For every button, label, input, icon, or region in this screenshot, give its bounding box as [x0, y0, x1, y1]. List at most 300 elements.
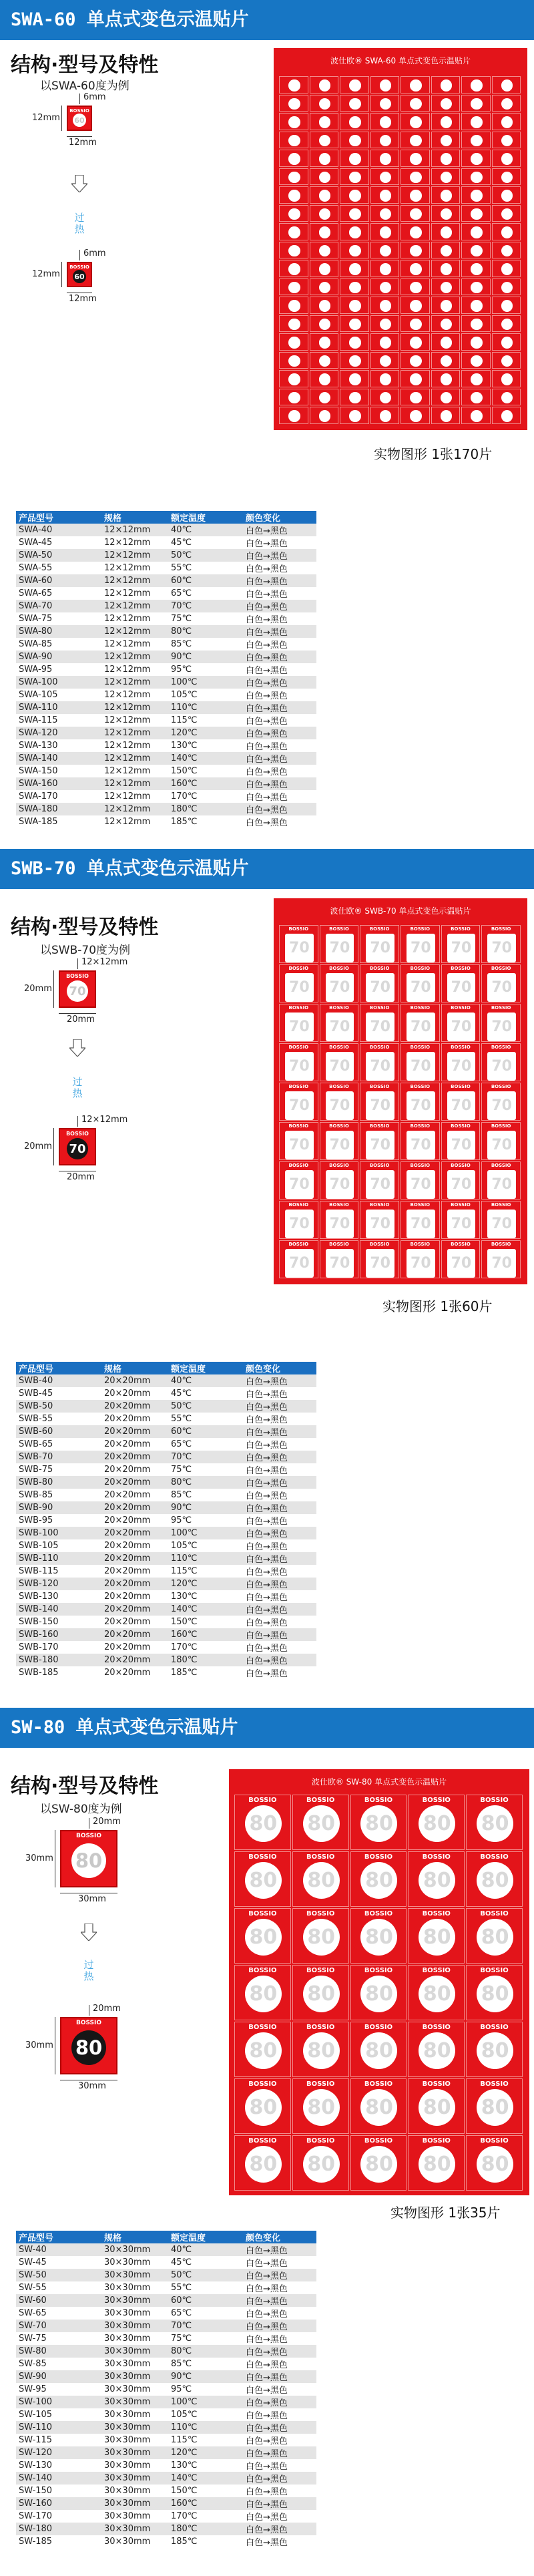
- cell-brand: BOSSIO: [329, 1084, 349, 1089]
- table-cell: 20×20mm: [101, 1425, 168, 1438]
- cell-dot: 70: [366, 1013, 394, 1041]
- table-row: [16, 1578, 316, 1590]
- table-cell: 白色→黑色: [243, 1400, 316, 1413]
- cell-dot: [380, 355, 392, 367]
- cell-brand: BOSSIO: [364, 1797, 393, 1804]
- table-cell: SWB-185: [16, 1666, 101, 1679]
- cell-dot: [288, 410, 300, 422]
- cell-dot: [349, 245, 361, 257]
- table-cell: SW-40: [16, 2243, 101, 2256]
- table-cell: 50℃: [168, 1400, 243, 1413]
- cell-brand: BOSSIO: [329, 1123, 349, 1129]
- sheet-cell: [431, 132, 461, 149]
- table-cell: 白色→黑色: [243, 1578, 316, 1590]
- down-arrow-icon: [71, 175, 87, 192]
- sheet-cell: [340, 315, 369, 333]
- table-row: [16, 2510, 316, 2523]
- cell-dot: 80: [245, 2146, 282, 2183]
- table-cell: 40℃: [168, 1374, 243, 1387]
- sheet-cell: [400, 279, 430, 296]
- example-note: 以SWA-60度为例: [40, 79, 129, 93]
- sheet-cell: [400, 132, 430, 149]
- table-row: [16, 1654, 316, 1666]
- photo-caption: 实物图形 1张35片: [390, 2205, 501, 2221]
- sheet-cell: [292, 2022, 349, 2077]
- sheet-cell: [360, 1161, 399, 1200]
- sheet-cell: [340, 407, 369, 424]
- sheet-cell: [466, 2135, 523, 2191]
- table-cell: SW-45: [16, 2256, 101, 2269]
- sheet-cell: [461, 242, 491, 259]
- table-cell: 160℃: [168, 2497, 243, 2510]
- table-cell: SWA-110: [16, 701, 101, 714]
- sheet-cell: [431, 205, 461, 222]
- table-cell: 白色→黑色: [243, 2269, 316, 2281]
- cell-dot: [471, 153, 483, 165]
- before-spec-sticker: [59, 970, 96, 1008]
- cell-dot: 80: [303, 1862, 340, 1899]
- cell-brand: BOSSIO: [410, 1123, 431, 1129]
- table-cell: 白色→黑色: [243, 600, 316, 612]
- sheet-cell: [279, 407, 308, 424]
- sheet-cell: [481, 1122, 521, 1160]
- table-cell: 12×12mm: [101, 752, 168, 765]
- sheet-cell: [310, 315, 339, 333]
- table-cell: 白色→黑色: [243, 1616, 316, 1628]
- column-header: 产品型号: [16, 1362, 101, 1374]
- table-row: [16, 2485, 316, 2497]
- cell-dot: [319, 135, 331, 147]
- table-cell: SWB-70: [16, 1451, 101, 1463]
- table-header-row: [16, 1362, 316, 1374]
- sheet-cell: [310, 186, 339, 204]
- cell-dot: [380, 245, 392, 257]
- indicator-dot: 70: [67, 1138, 88, 1159]
- table-row: [16, 790, 316, 803]
- cell-dot: [501, 116, 513, 128]
- width-dim-label: 20mm: [67, 1015, 95, 1025]
- cell-dot: 70: [407, 1091, 435, 1120]
- cell-dot: 80: [419, 1919, 455, 1956]
- table-cell: 白色→黑色: [243, 790, 316, 803]
- table-row: [16, 714, 316, 727]
- table-cell: 50℃: [168, 2269, 243, 2281]
- sheet-cell: [370, 297, 400, 314]
- table-cell: SW-60: [16, 2294, 101, 2307]
- cell-dot: 70: [407, 1131, 435, 1159]
- sheet-cell: [461, 76, 491, 94]
- cell-dot: [471, 172, 483, 184]
- table-cell: 95℃: [168, 2383, 243, 2396]
- sheet-cell: [279, 297, 308, 314]
- sheet-cell: [370, 186, 400, 204]
- cell-dot: 80: [245, 2089, 282, 2126]
- cell-dot: 70: [366, 1249, 394, 1278]
- sheet-cell: [481, 1201, 521, 1239]
- sticker-brand: BOSSIO: [69, 108, 89, 114]
- cell-brand: BOSSIO: [480, 2080, 509, 2088]
- table-cell: 30×30mm: [101, 2256, 168, 2269]
- cell-dot: [349, 135, 361, 147]
- table-cell: 40℃: [168, 524, 243, 536]
- cell-brand: BOSSIO: [369, 1163, 390, 1168]
- table-cell: SW-90: [16, 2370, 101, 2383]
- photo-caption: 实物图形 1张170片: [374, 446, 493, 462]
- sheet-cell: [481, 1004, 521, 1042]
- table-row: [16, 2446, 316, 2459]
- cell-brand: BOSSIO: [480, 1797, 509, 1804]
- cell-dot: 70: [447, 1170, 476, 1199]
- table-cell: 20×20mm: [101, 1654, 168, 1666]
- cell-dot: 80: [360, 1862, 397, 1899]
- cell-dot: [349, 208, 361, 220]
- cell-dot: [380, 98, 392, 110]
- table-cell: 100℃: [168, 676, 243, 689]
- sheet-cell: [408, 1795, 465, 1850]
- table-cell: SWB-160: [16, 1628, 101, 1641]
- cell-dot: [319, 300, 331, 312]
- cell-dot: [288, 208, 300, 220]
- cell-dot: [471, 226, 483, 238]
- table-row: [16, 2243, 316, 2256]
- sheet-cell: [481, 925, 521, 963]
- table-row: [16, 638, 316, 651]
- height-dim-label: 20mm: [24, 984, 52, 994]
- after-spec-sticker: [60, 2017, 117, 2074]
- table-cell: 20×20mm: [101, 1603, 168, 1616]
- sheet-cell: [431, 352, 461, 369]
- table-cell: 75℃: [168, 2332, 243, 2345]
- table-row: [16, 1539, 316, 1552]
- cell-dot: [349, 410, 361, 422]
- sheet-cell: [431, 76, 461, 94]
- cell-dot: [501, 319, 513, 331]
- sheet-cell: [350, 1908, 407, 1964]
- column-header: 产品型号: [16, 511, 101, 524]
- sheet-cell: [492, 297, 521, 314]
- sheet-cell: [400, 407, 430, 424]
- table-cell: 180℃: [168, 1654, 243, 1666]
- cell-dot: 80: [419, 1805, 455, 1842]
- table-row: [16, 2472, 316, 2485]
- sheet-cell: [292, 2078, 349, 2134]
- cell-dot: [319, 319, 331, 331]
- table-row: [16, 651, 316, 663]
- cell-dot: [319, 337, 331, 349]
- table-cell: SWA-120: [16, 727, 101, 739]
- table-cell: 白色→黑色: [243, 587, 316, 600]
- sheet-cell: [492, 315, 521, 333]
- cell-brand: BOSSIO: [306, 2137, 335, 2145]
- sheet-cell: [481, 1083, 521, 1121]
- table-cell: 80℃: [168, 1476, 243, 1489]
- table-row: [16, 1565, 316, 1578]
- table-cell: 12×12mm: [101, 549, 168, 562]
- sheet-cell: [370, 150, 400, 167]
- sheet-cell: [431, 297, 461, 314]
- cell-dot: 80: [477, 1805, 513, 1842]
- spec-table: [16, 511, 316, 828]
- cell-dot: 80: [360, 2146, 397, 2183]
- cell-dot: [410, 190, 422, 202]
- cell-brand: BOSSIO: [248, 2080, 277, 2088]
- cell-brand: BOSSIO: [288, 1163, 309, 1168]
- sheet-cell: [310, 352, 339, 369]
- column-header: 颜色变化: [243, 1362, 316, 1374]
- cell-dot: [471, 355, 483, 367]
- table-cell: SW-170: [16, 2510, 101, 2523]
- indicator-dot: 80: [71, 1843, 106, 1878]
- sheet-cell: [310, 150, 339, 167]
- cell-dot: [471, 282, 483, 294]
- sheet-cell: [310, 132, 339, 149]
- cell-dot: 70: [487, 973, 516, 1002]
- cell-dot: 70: [285, 934, 314, 962]
- sheet-cell: [431, 370, 461, 387]
- sheet-cell: [360, 1043, 399, 1081]
- sheet-cell: [400, 1240, 440, 1278]
- cell-brand: BOSSIO: [288, 1005, 309, 1010]
- table-cell: 12×12mm: [101, 739, 168, 752]
- table-row: [16, 1413, 316, 1425]
- width-dim-label: 12mm: [69, 294, 97, 304]
- table-cell: 30×30mm: [101, 2383, 168, 2396]
- cell-dot: [319, 116, 331, 128]
- cell-brand: BOSSIO: [410, 1045, 431, 1050]
- table-cell: 白色→黑色: [243, 2535, 316, 2548]
- sheet-cell: [370, 260, 400, 277]
- cell-dot: 70: [487, 1249, 516, 1278]
- table-cell: SWA-85: [16, 638, 101, 651]
- cell-dot: [410, 98, 422, 110]
- cell-dot: 70: [487, 934, 516, 962]
- cell-dot: [410, 79, 422, 91]
- table-cell: 30×30mm: [101, 2459, 168, 2472]
- table-cell: 115℃: [168, 2434, 243, 2446]
- cell-dot: 70: [407, 1249, 435, 1278]
- table-row: [16, 2421, 316, 2434]
- table-cell: SWA-70: [16, 600, 101, 612]
- table-row: [16, 2408, 316, 2421]
- sheet-cell: [370, 95, 400, 112]
- table-cell: 20×20mm: [101, 1463, 168, 1476]
- table-cell: 白色→黑色: [243, 651, 316, 663]
- cell-dot: [380, 337, 392, 349]
- table-cell: 12×12mm: [101, 765, 168, 777]
- table-cell: 160℃: [168, 1628, 243, 1641]
- table-cell: 170℃: [168, 2510, 243, 2523]
- table-cell: 30×30mm: [101, 2307, 168, 2320]
- sheet-cell: [279, 242, 308, 259]
- sheet-cell: [400, 223, 430, 240]
- table-cell: 75℃: [168, 1463, 243, 1476]
- table-cell: 20×20mm: [101, 1527, 168, 1539]
- before-spec-sticker: [67, 106, 92, 131]
- cell-dot: [410, 282, 422, 294]
- table-cell: 105℃: [168, 1539, 243, 1552]
- sheet-cell: [431, 242, 461, 259]
- table-cell: 30×30mm: [101, 2358, 168, 2370]
- table-cell: 20×20mm: [101, 1489, 168, 1501]
- table-cell: 白色→黑色: [243, 2345, 316, 2358]
- table-cell: 20×20mm: [101, 1514, 168, 1527]
- table-row: [16, 1451, 316, 1463]
- cell-brand: BOSSIO: [364, 1853, 393, 1861]
- table-cell: 105℃: [168, 689, 243, 701]
- sheet-cell: [400, 1004, 440, 1042]
- cell-dot: 80: [477, 1862, 513, 1899]
- cell-dot: [501, 392, 513, 404]
- sheet-cell: [279, 76, 308, 94]
- sheet-cell: [408, 1851, 465, 1907]
- sheet-cell: [234, 1795, 291, 1850]
- cell-dot: [380, 190, 392, 202]
- sheet-cell: [279, 352, 308, 369]
- sheet-cell: [292, 1795, 349, 1850]
- cell-dot: [410, 226, 422, 238]
- table-cell: SW-70: [16, 2320, 101, 2332]
- sheet-cell: [431, 333, 461, 351]
- indicator-dot: 60: [73, 114, 86, 127]
- cell-brand: BOSSIO: [410, 1163, 431, 1168]
- table-cell: 185℃: [168, 2535, 243, 2548]
- cell-brand: BOSSIO: [329, 1163, 349, 1168]
- table-cell: 20×20mm: [101, 1616, 168, 1628]
- table-cell: 白色→黑色: [243, 2358, 316, 2370]
- cell-brand: BOSSIO: [369, 1084, 390, 1089]
- heat-label: 过热: [74, 212, 85, 236]
- cell-dot: [441, 355, 453, 367]
- table-cell: 55℃: [168, 1413, 243, 1425]
- table-cell: 30×30mm: [101, 2396, 168, 2408]
- cell-dot: [471, 410, 483, 422]
- cell-dot: [380, 263, 392, 275]
- spec-table: [16, 1362, 316, 1679]
- cell-brand: BOSSIO: [451, 1242, 471, 1247]
- cell-brand: BOSSIO: [329, 1242, 349, 1247]
- cell-dot: [471, 116, 483, 128]
- table-row: [16, 689, 316, 701]
- cell-brand: BOSSIO: [422, 2080, 451, 2088]
- table-cell: 白色→黑色: [243, 2472, 316, 2485]
- sheet-cell: [279, 186, 308, 204]
- cell-dot: [441, 410, 453, 422]
- sticker-brand: BOSSIO: [66, 1131, 89, 1137]
- cell-dot: 80: [245, 1919, 282, 1956]
- sheet-cell: [431, 223, 461, 240]
- table-cell: 白色→黑色: [243, 1590, 316, 1603]
- table-cell: 110℃: [168, 2421, 243, 2434]
- table-cell: 30×30mm: [101, 2269, 168, 2281]
- cell-brand: BOSSIO: [491, 1084, 511, 1089]
- sheet-cell: [481, 1240, 521, 1278]
- sheet-cell: [400, 95, 430, 112]
- table-cell: 12×12mm: [101, 727, 168, 739]
- table-cell: 20×20mm: [101, 1451, 168, 1463]
- cell-dot: [380, 135, 392, 147]
- width-dim-label: 20mm: [67, 1172, 95, 1182]
- table-cell: 12×12mm: [101, 815, 168, 828]
- cell-dot: [471, 135, 483, 147]
- cell-brand: BOSSIO: [306, 1910, 335, 1917]
- table-cell: 白色→黑色: [243, 777, 316, 790]
- table-cell: 20×20mm: [101, 1374, 168, 1387]
- sheet-cell: [340, 205, 369, 222]
- cell-dot: [319, 226, 331, 238]
- table-row: [16, 2497, 316, 2510]
- cell-dot: [501, 98, 513, 110]
- dot-dim-label: 20mm: [93, 1817, 121, 1827]
- table-cell: 白色→黑色: [243, 815, 316, 828]
- cell-dot: [471, 337, 483, 349]
- cell-dot: [349, 300, 361, 312]
- table-cell: 30×30mm: [101, 2485, 168, 2497]
- sheet-cell: [466, 1795, 523, 1850]
- cell-dot: 70: [285, 1091, 314, 1120]
- sheet-cell: [350, 2135, 407, 2191]
- table-cell: SW-185: [16, 2535, 101, 2548]
- sheet-cell: [408, 1908, 465, 1964]
- table-cell: 12×12mm: [101, 600, 168, 612]
- table-row: [16, 2358, 316, 2370]
- table-row: [16, 1476, 316, 1489]
- sheet-cell: [370, 223, 400, 240]
- table-row: [16, 1425, 316, 1438]
- cell-brand: BOSSIO: [329, 1045, 349, 1050]
- section-title: 结构·型号及特性: [11, 53, 159, 77]
- table-cell: 20×20mm: [101, 1590, 168, 1603]
- table-cell: 30×30mm: [101, 2243, 168, 2256]
- cell-dot: 70: [447, 1013, 476, 1041]
- sheet-cell: [320, 964, 359, 1002]
- cell-dot: 70: [487, 1091, 516, 1120]
- section-title: 结构·型号及特性: [11, 916, 159, 939]
- cell-dot: [319, 282, 331, 294]
- cell-dot: 70: [366, 1052, 394, 1081]
- cell-dot: 80: [477, 1976, 513, 2012]
- table-cell: SWB-50: [16, 1400, 101, 1413]
- table-row: [16, 2269, 316, 2281]
- table-cell: 白色→黑色: [243, 739, 316, 752]
- table-cell: 白色→黑色: [243, 612, 316, 625]
- table-cell: SWA-50: [16, 549, 101, 562]
- table-cell: 12×12mm: [101, 689, 168, 701]
- sheet-cell: [279, 205, 308, 222]
- cell-dot: 80: [360, 2089, 397, 2126]
- cell-brand: BOSSIO: [491, 926, 511, 932]
- cell-dot: [410, 245, 422, 257]
- cell-dot: [441, 337, 453, 349]
- sheet-cell: [466, 1965, 523, 2020]
- sheet-cell: [400, 1201, 440, 1239]
- table-cell: SWA-130: [16, 739, 101, 752]
- cell-brand: BOSSIO: [306, 1797, 335, 1804]
- cell-dot: 70: [447, 1131, 476, 1159]
- sheet-cell: [461, 407, 491, 424]
- table-cell: 20×20mm: [101, 1578, 168, 1590]
- table-cell: SWA-170: [16, 790, 101, 803]
- table-row: [16, 1552, 316, 1565]
- sheet-cell: [292, 2135, 349, 2191]
- table-cell: SW-160: [16, 2497, 101, 2510]
- table-cell: 白色→黑色: [243, 562, 316, 574]
- sheet-cell: [310, 95, 339, 112]
- table-cell: 95℃: [168, 1514, 243, 1527]
- sheet-cell: [370, 279, 400, 296]
- table-row: [16, 2256, 316, 2269]
- section-banner: SWB-70 单点式变色示温贴片: [0, 849, 534, 889]
- cell-dot: [349, 392, 361, 404]
